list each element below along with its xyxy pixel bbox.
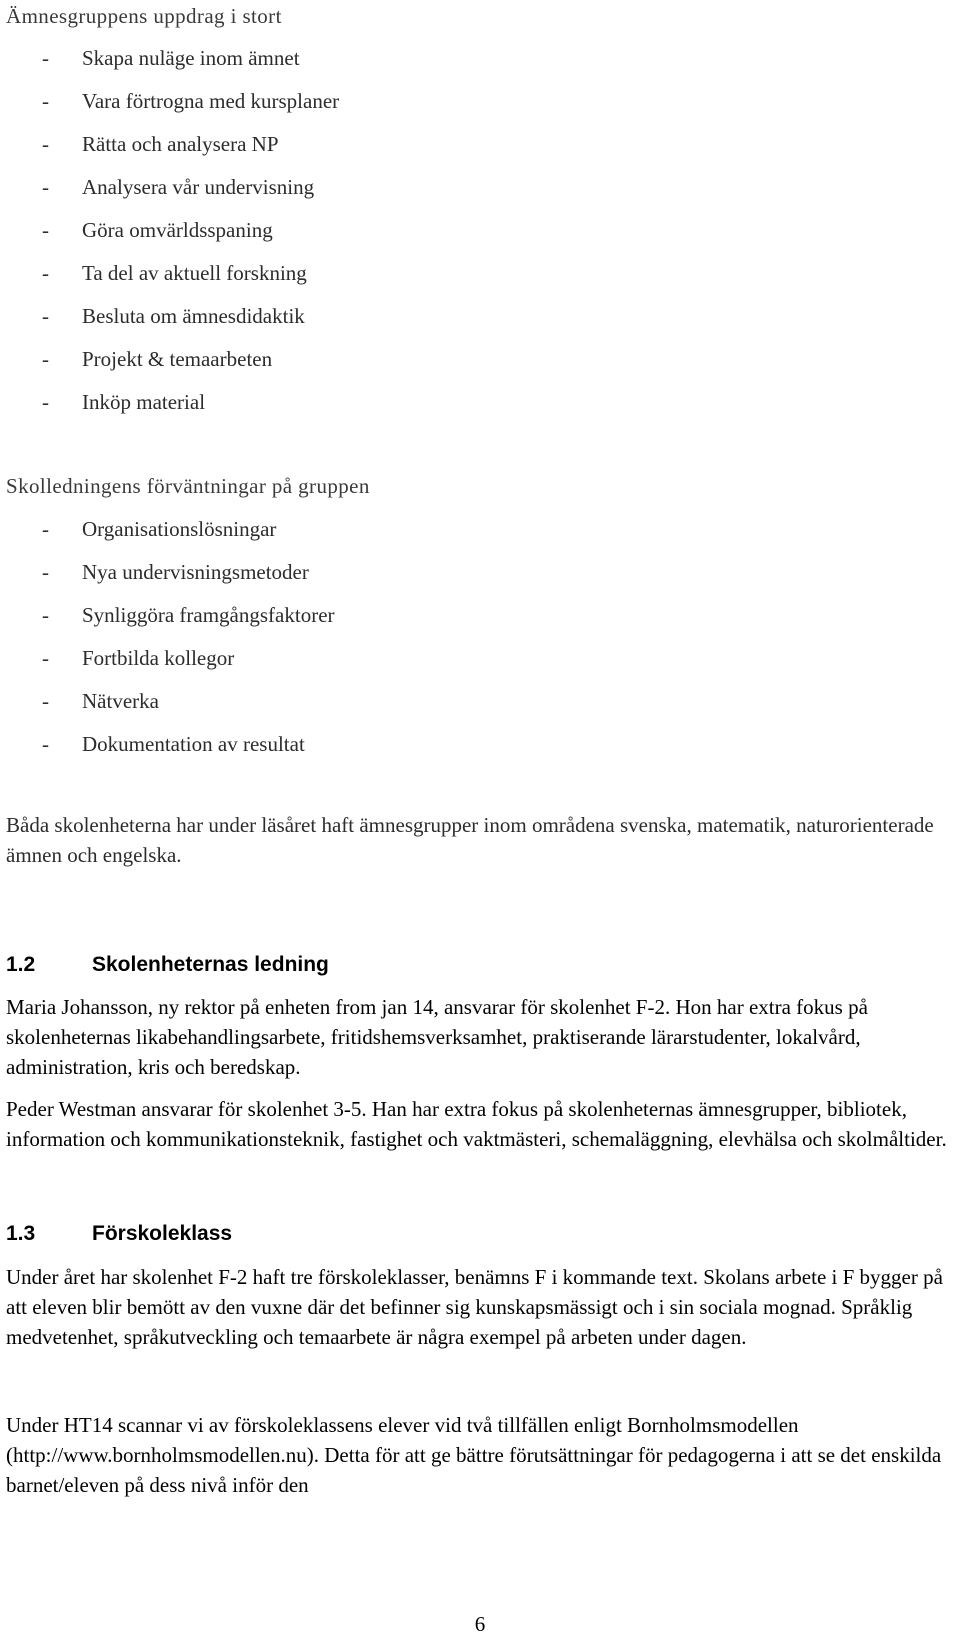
section-number: 1.3 xyxy=(6,1222,36,1245)
block2-title: Skolledningens förväntningar på gruppen xyxy=(6,474,370,498)
list-item xyxy=(42,295,339,338)
list-item-text: Organisationslösningar xyxy=(82,517,277,541)
section-heading-1-3 xyxy=(6,1222,232,1246)
section-title: Förskoleklass xyxy=(92,1222,233,1245)
list-item xyxy=(42,252,339,295)
list-item xyxy=(42,37,339,80)
leadership-paragraph-2: Peder Westman ansvarar för skolenhet 3-5. Han har extra fokus på skolenheternas ämnesgrupper, bibliotek, information och kommunikationsteknik, fastighet och vaktmästeri, schemaläggning, elevhälsa och skolmåltider. xyxy=(6,1097,947,1151)
list-dash: - xyxy=(42,46,49,70)
block1-title: Ämnesgruppens uppdrag i stort xyxy=(6,4,282,28)
list-item xyxy=(42,594,335,637)
list-item xyxy=(42,680,335,723)
list-dash: - xyxy=(42,560,49,584)
list-dash: - xyxy=(42,347,49,371)
section-heading-1-2 xyxy=(6,953,329,977)
list-item-text: Ta del av aktuell forskning xyxy=(82,261,307,285)
list-item-text: Inköp material xyxy=(82,390,206,414)
list-item-text: Besluta om ämnesdidaktik xyxy=(82,304,305,328)
list-item-text: Synliggöra framgångsfaktorer xyxy=(82,603,335,627)
leadership-paragraph-1: Maria Johansson, ny rektor på enheten from jan 14, ansvarar för skolenhet F-2. Hon har extra fokus på skolenheternas likabehandlingsarbete, fritidshemsverksamhet, praktiserande lärarstudenter, lokalvård, administration, kris och beredskap. xyxy=(6,995,868,1079)
list-item-text: Skapa nuläge inom ämnet xyxy=(82,46,300,70)
list-dash: - xyxy=(42,132,49,156)
list-dash: - xyxy=(42,646,49,670)
list-item-text: Göra omvärldsspaning xyxy=(82,218,273,242)
list-item xyxy=(42,209,339,252)
list-dash: - xyxy=(42,89,49,113)
list-dash: - xyxy=(42,175,49,199)
list-item xyxy=(42,381,339,424)
list-item-text: Analysera vår undervisning xyxy=(82,175,315,199)
list-dash: - xyxy=(42,390,49,414)
list-item xyxy=(42,637,335,680)
list-item-text: Rätta och analysera NP xyxy=(82,132,279,156)
list-item-text: Nätverka xyxy=(82,689,159,713)
list-item xyxy=(42,338,339,381)
list-item-text: Dokumentation av resultat xyxy=(82,732,305,756)
list-dash: - xyxy=(42,603,49,627)
preschool-paragraph-1: Under året har skolenhet F-2 haft tre förskoleklasser, benämns F i kommande text. Skolans arbete i F bygger på att eleven blir bemött av den vuxne där det befinner sig kunskapsmässigt och i sin sociala mognad. Språklig medvetenhet, språkutveckling och temaarbete är några exempel på arbeten under dagen. xyxy=(6,1265,943,1349)
list-item-text: Vara förtrogna med kursplaner xyxy=(82,89,340,113)
list-item xyxy=(42,508,335,551)
list-item-text: Fortbilda kollegor xyxy=(82,646,235,670)
list-item-text: Nya undervisningsmetoder xyxy=(82,560,309,584)
preschool-paragraph-2: Under HT14 scannar vi av förskoleklassens elever vid två tillfällen enligt Bornholmsmodellen (http://www.bornholmsmodellen.nu). Detta för att ge bättre förutsättningar för pedagogerna i att se det enskilda barnet/eleven på dess nivå inför den xyxy=(6,1413,942,1497)
list-item xyxy=(42,551,335,594)
subjects-paragraph: Båda skolenheterna har under läsåret haft ämnesgrupper inom områdena svenska, matematik, naturorienterade ämnen och engelska. xyxy=(6,813,934,867)
list-item xyxy=(42,80,339,123)
block2-list xyxy=(42,508,335,766)
list-dash: - xyxy=(42,304,49,328)
list-item xyxy=(42,723,335,766)
page-number: 6 xyxy=(474,1612,486,1636)
list-dash: - xyxy=(42,689,49,713)
list-item xyxy=(42,123,339,166)
list-dash: - xyxy=(42,261,49,285)
list-dash: - xyxy=(42,218,49,242)
section-title: Skolenheternas ledning xyxy=(92,953,329,976)
list-item-text: Projekt & temaarbeten xyxy=(82,347,273,371)
list-dash: - xyxy=(42,732,49,756)
list-item xyxy=(42,166,339,209)
list-dash: - xyxy=(42,517,49,541)
section-number: 1.2 xyxy=(6,953,36,976)
block1-list xyxy=(42,37,339,424)
